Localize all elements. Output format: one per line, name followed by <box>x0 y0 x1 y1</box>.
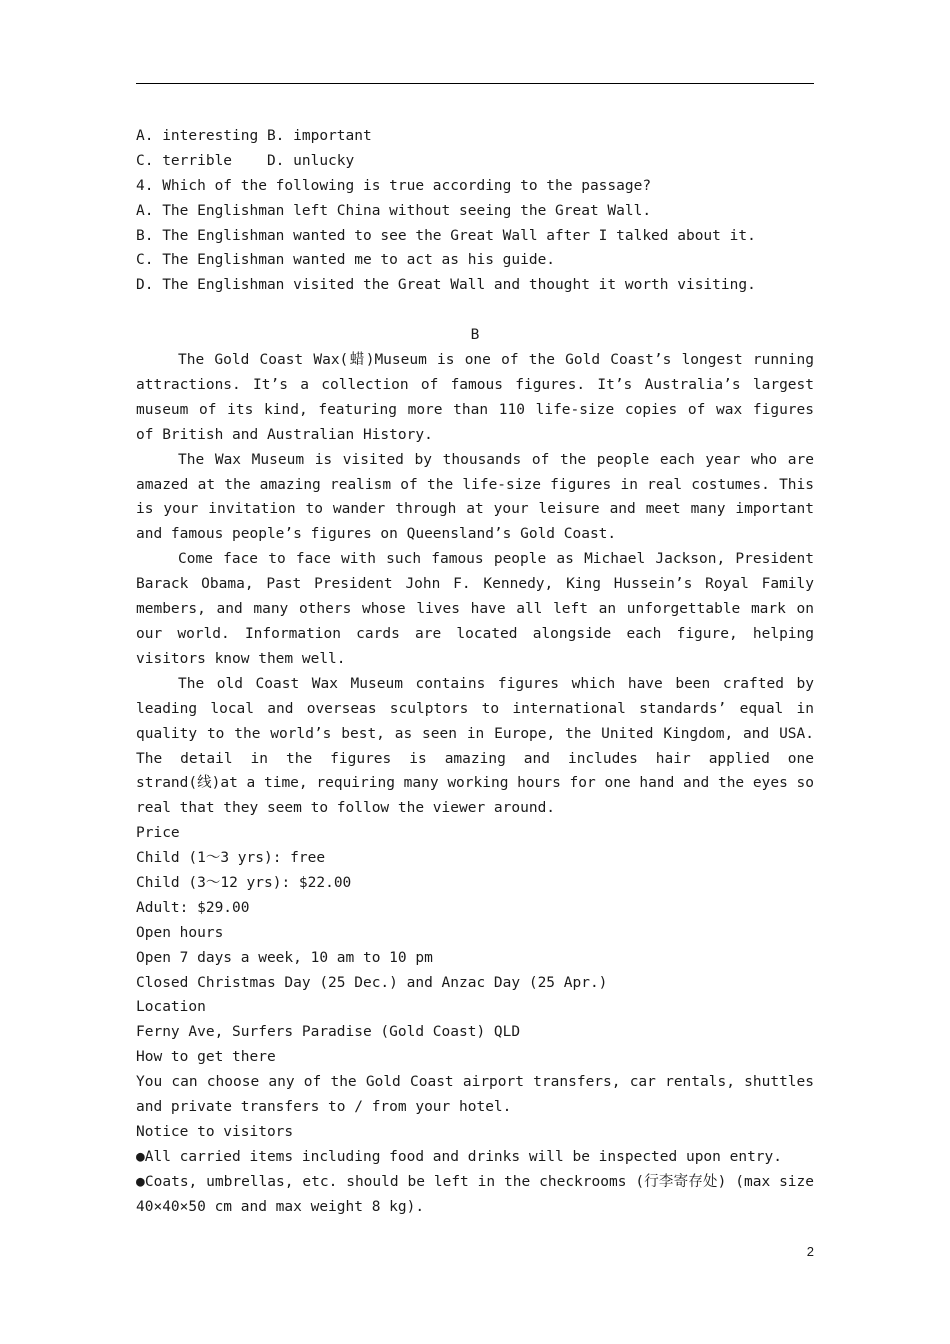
price-child-small: Child (1～3 yrs): free <box>136 850 326 867</box>
hours-heading: Open hours <box>136 924 224 941</box>
price-heading: Price <box>136 825 180 842</box>
notice-item-2: ●Coats, umbrellas, etc. should be left in the checkrooms (行李寄存处) (max size 40×40×50 cm and max weight 8 kg). <box>136 1173 814 1215</box>
page-number: 2 <box>806 1244 814 1259</box>
directions-heading: How to get there <box>136 1049 276 1066</box>
spacer <box>136 298 814 323</box>
paragraph-4: The old Coast Wax Museum contains figures which have been crafted by leading local and overseas sculptors to international standards’ equal in quality to the world’s best, as seen in Europe, the United Kingdom, and USA. The detail in the figures is amazing and includes hair applied one strand(线)at a time, requiring many working hours for one hand and the eyes so real that they seem to follow the viewer around. <box>136 675 814 817</box>
q3-options-line-2: C. terrible D. unlucky <box>136 152 355 169</box>
q4-option-b: B. The Englishman wanted to see the Great Wall after I talked about it. <box>136 227 756 244</box>
notice-heading: Notice to visitors <box>136 1123 294 1140</box>
notice-item-1: ●All carried items including food and drinks will be inspected upon entry. <box>136 1148 783 1165</box>
q4-option-a: A. The Englishman left China without seeing the Great Wall. <box>136 202 652 219</box>
hours-closed: Closed Christmas Day (25 Dec.) and Anzac Day (25 Apr.) <box>136 974 608 991</box>
q4-stem: 4. Which of the following is true according to the passage? <box>136 177 652 194</box>
q3-options-line-1: A. interesting B. important <box>136 128 372 144</box>
hours-open: Open 7 days a week, 10 am to 10 pm <box>136 949 433 966</box>
location-heading: Location <box>136 999 206 1016</box>
location-value: Ferny Ave, Surfers Paradise (Gold Coast) QLD <box>136 1024 521 1041</box>
q4-option-c: C. The Englishman wanted me to act as his guide. <box>136 252 556 269</box>
directions-value: You can choose any of the Gold Coast airport transfers, car rentals, shuttles and private transfers to / from your hotel. <box>136 1074 814 1116</box>
paragraph-3: Come face to face with such famous people as Michael Jackson, President Barack Obama, Past President John F. Kennedy, King Hussein’s Royal Family members, and many others whose lives have all left an unforgettable mark on our world. Information cards are located alongside each figure, helping visitors know them well. <box>136 551 814 667</box>
price-child: Child (3～12 yrs): $22.00 <box>136 875 352 892</box>
header-rule <box>136 83 814 84</box>
section-b-heading: B <box>470 327 480 344</box>
paragraph-2: The Wax Museum is visited by thousands of the people each year who are amazed at the amazing realism of the life-size figures in real costumes. This is your invitation to wander through at your leisure and meet many important and famous people’s figures on Queensland’s Gold Coast. <box>136 451 814 543</box>
paragraph-1: The Gold Coast Wax(蜡)Museum is one of the Gold Coast’s longest running attractions. It’s a collection of famous figures. It’s Australia’s largest museum of its kind, featuring more than 110 life-size copies of wax figures of British and Australian History. <box>136 352 814 443</box>
price-adult: Adult: $29.00 <box>136 899 250 916</box>
q4-option-d: D. The Englishman visited the Great Wall and thought it worth visiting. <box>136 277 756 294</box>
page-content <box>136 124 814 1220</box>
